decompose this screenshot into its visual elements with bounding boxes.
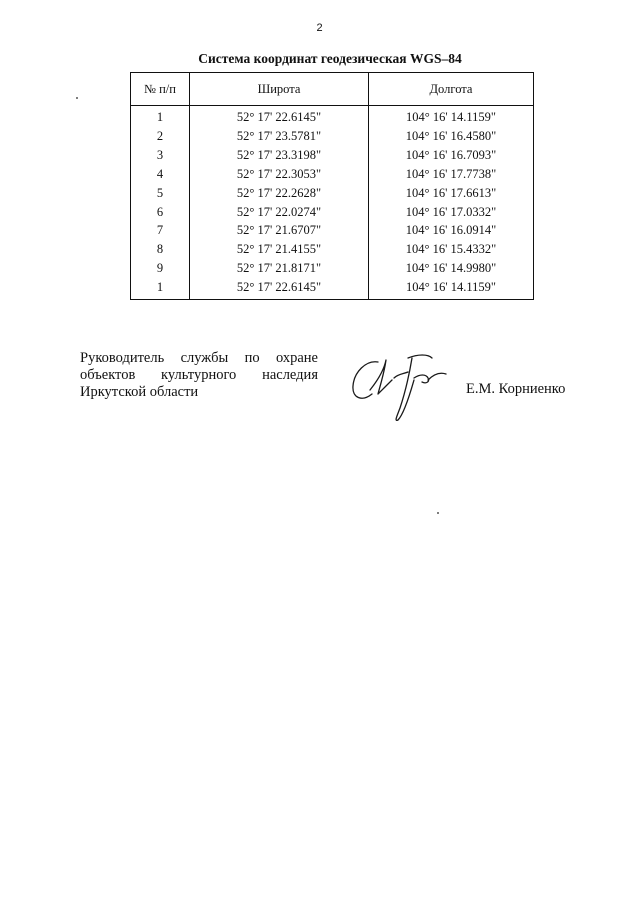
scan-speck (437, 512, 439, 514)
row-number: 1 (131, 278, 190, 299)
table-row (131, 146, 534, 165)
table-row (131, 278, 534, 299)
row-number: 8 (131, 240, 190, 259)
row-latitude: 52° 17' 22.3053" (190, 165, 369, 184)
table-row (131, 203, 534, 222)
table-row (131, 165, 534, 184)
row-number: 1 (131, 106, 190, 127)
row-number: 7 (131, 221, 190, 240)
signatory-position-line: Иркутской области (80, 384, 199, 400)
document-title: Система координат геодезическая WGS–84 (198, 51, 462, 66)
row-latitude: 52° 17' 23.3198" (190, 146, 369, 165)
row-latitude: 52° 17' 21.8171" (190, 259, 369, 278)
row-latitude: 52° 17' 22.0274" (190, 203, 369, 222)
table-row (131, 127, 534, 146)
row-longitude: 104° 16' 14.1159" (369, 106, 534, 127)
row-longitude: 104° 16' 16.0914" (369, 221, 534, 240)
row-longitude: 104° 16' 16.4580" (369, 127, 534, 146)
row-longitude: 104° 16' 14.9980" (369, 259, 534, 278)
row-longitude: 104° 16' 16.7093" (369, 146, 534, 165)
row-latitude: 52° 17' 21.6707" (190, 221, 369, 240)
table-row (131, 184, 534, 203)
row-number: 4 (131, 165, 190, 184)
row-latitude: 52° 17' 22.6145" (190, 106, 369, 127)
signatory-name: Е.М. Корниенко (466, 381, 566, 397)
header-longitude: Долгота (369, 73, 534, 106)
row-longitude: 104° 16' 15.4332" (369, 240, 534, 259)
signatory-position-line: объектов культурного наследия (80, 367, 318, 383)
row-number: 9 (131, 259, 190, 278)
header-latitude: Широта (190, 73, 369, 106)
row-latitude: 52° 17' 21.4155" (190, 240, 369, 259)
table-row (131, 240, 534, 259)
table-row (131, 259, 534, 278)
row-longitude: 104° 16' 14.1159" (369, 278, 534, 299)
row-number: 3 (131, 146, 190, 165)
table-header-row (131, 73, 534, 106)
row-latitude: 52° 17' 23.5781" (190, 127, 369, 146)
row-latitude: 52° 17' 22.6145" (190, 278, 369, 299)
table-row (131, 221, 534, 240)
table-row (131, 106, 534, 127)
row-latitude: 52° 17' 22.2628" (190, 184, 369, 203)
row-longitude: 104° 16' 17.7738" (369, 165, 534, 184)
row-longitude: 104° 16' 17.0332" (369, 203, 534, 222)
scan-speck (76, 97, 78, 99)
row-number: 2 (131, 127, 190, 146)
signatory-position-line: Руководитель службы по охране (80, 350, 318, 366)
row-number: 6 (131, 203, 190, 222)
row-number: 5 (131, 184, 190, 203)
handwritten-signature (348, 350, 452, 428)
page-number: 2 (316, 22, 323, 34)
row-longitude: 104° 16' 17.6613" (369, 184, 534, 203)
signatory-position (80, 350, 318, 401)
coordinates-table (130, 72, 534, 300)
header-number: № п/п (131, 73, 190, 106)
